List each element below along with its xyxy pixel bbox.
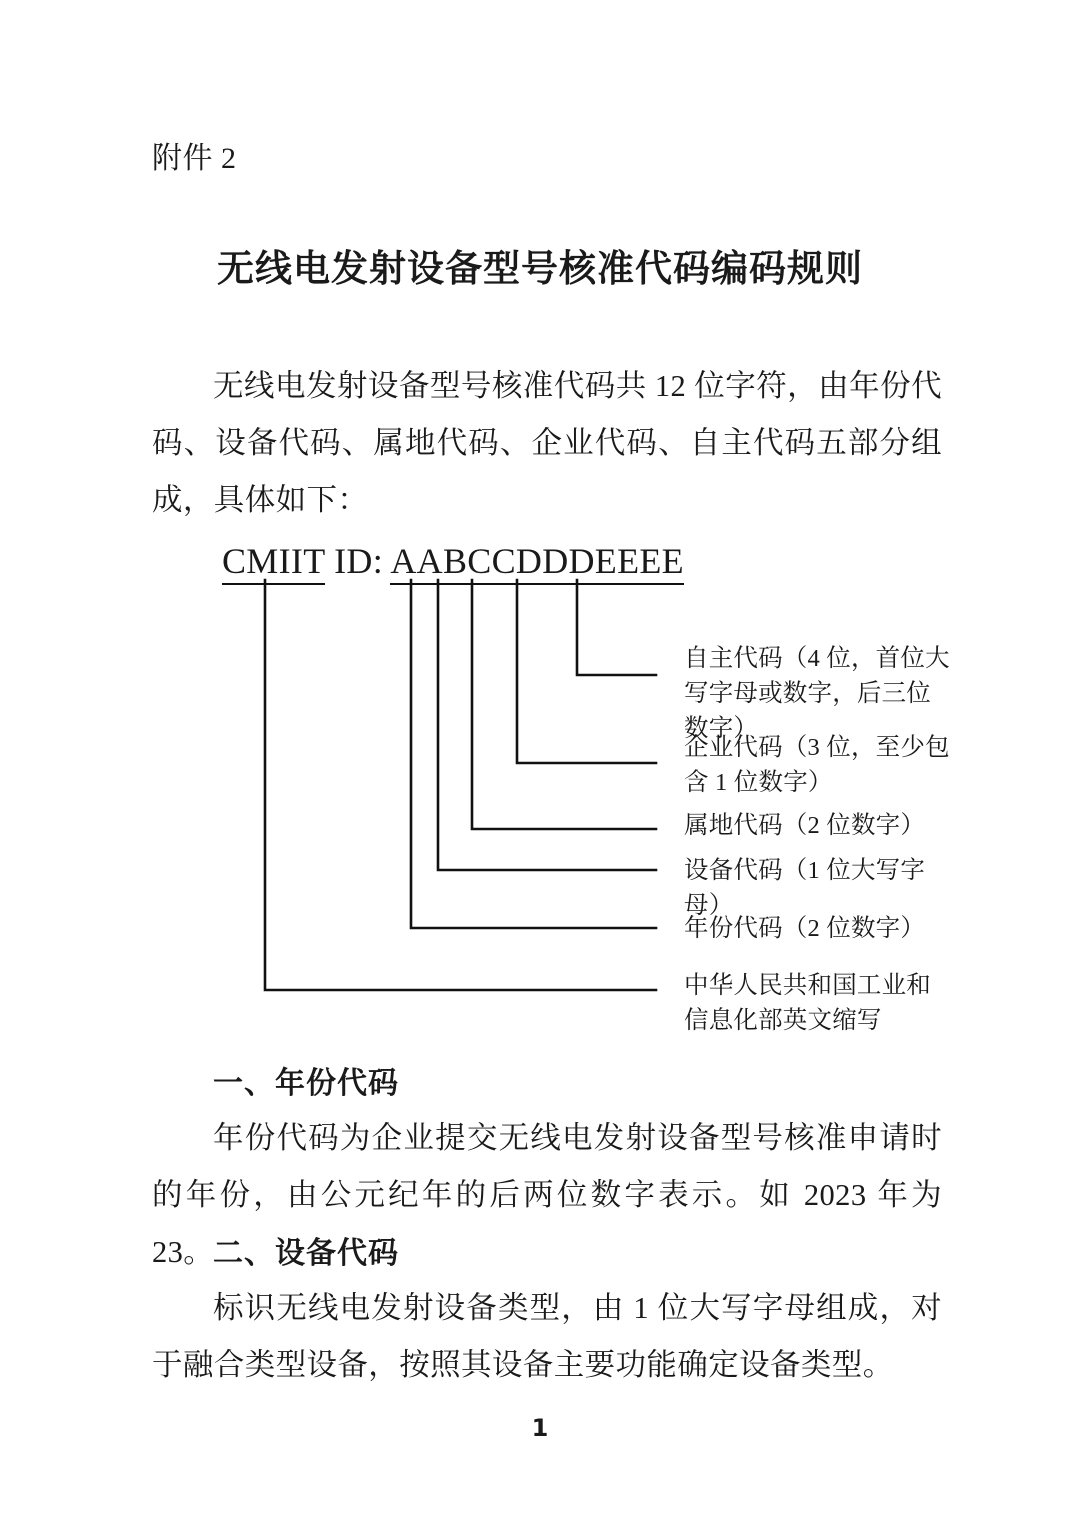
section-heading-device-code: 二、设备代码 [213,1236,399,1271]
page-title: 无线电发射设备型号核准代码编码规则 [217,247,863,290]
attachment-label: 附件 2 [152,142,237,175]
annotation-territory-code: 属地代码（2 位数字） [684,812,926,839]
section-body-year-code: 年份代码为企业提交无线电发射设备型号核准申请时的年份，由公元纪年的后两位数字表示。如 2023 年为 23。 [152,1121,942,1269]
leader-enterprise-code [517,580,656,763]
annotation-enterprise-code: 企业代码（3 位，至少包含 1 位数字） [684,734,950,796]
cmiit-code-line [222,540,684,582]
leader-autonomous-code [577,580,656,675]
page-number: 1 [531,1414,549,1442]
annotation-year-code: 年份代码（2 位数字） [684,915,926,942]
section-heading-year-code: 一、年份代码 [213,1066,399,1101]
cmiit-id-separator: ID: [324,541,391,581]
section-body-device-code: 标识无线电发射设备类型，由 1 位大写字母组成，对于融合类型设备，按照其设备主要功能确定设备类型。 [152,1291,942,1382]
annotation-device-code: 设备代码（1 位大写字母） [684,857,926,919]
leader-device-code [438,580,656,870]
leader-ministry-abbrev [265,580,656,990]
leader-year-code [411,580,656,928]
annotation-ministry-abbrev: 中华人民共和国工业和信息化部英文缩写 [684,972,931,1034]
annotation-autonomous-code: 自主代码（4 位，首位大写字母或数字，后三位数字） [684,645,950,742]
cmiit-code-body: AABCCDDDEEEE [390,541,684,585]
leader-territory-code [472,580,656,829]
cmiit-prefix: CMIIT [222,541,325,585]
intro-paragraph: 无线电发射设备型号核准代码共 12 位字符，由年份代码、设备代码、属地代码、企业代码、自主代码五部分组成，具体如下： [152,369,942,517]
